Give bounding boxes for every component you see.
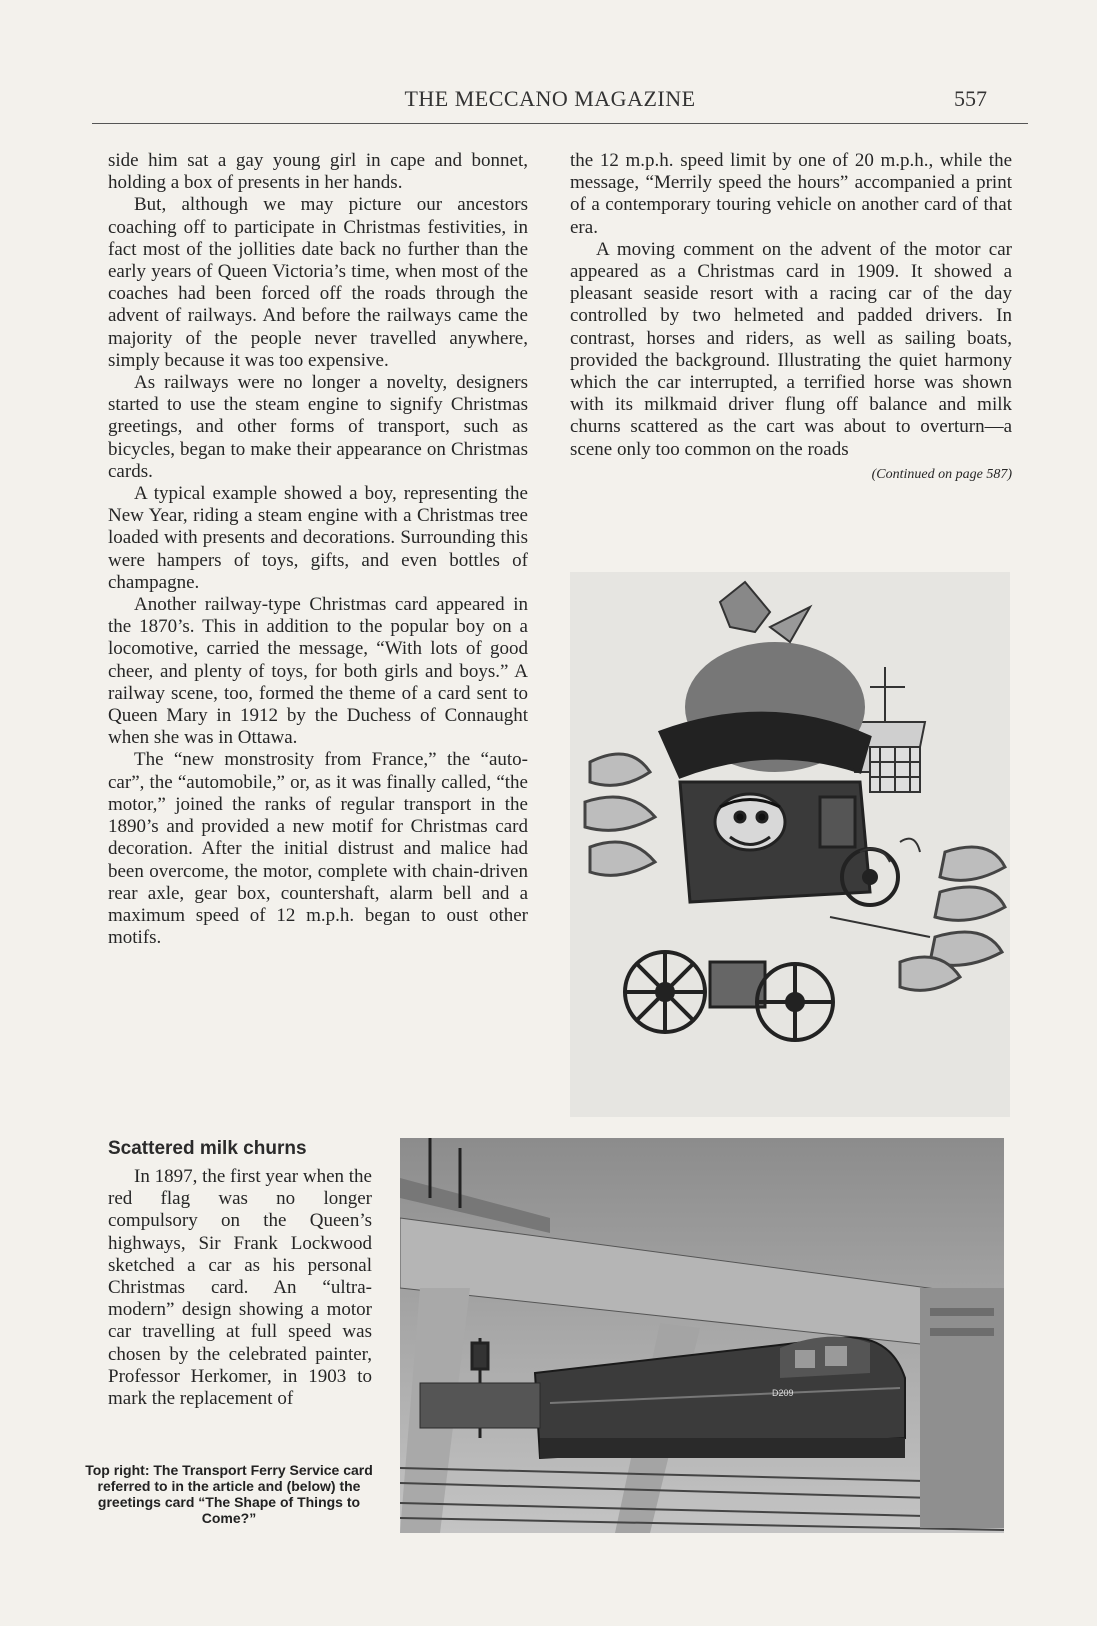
page-header: [0, 86, 1097, 120]
paragraph: In 1897, the first year when the red flag was no longer compulsory on the Queen’s highways, Sir Frank Lockwood sketched a car as his personal Christmas card. An “ultra-modern” design showing a motor car travelling at full speed was chosen by the celebrated painter, Professor Herkomer, in 1903 to mark the replacement of: [108, 1166, 372, 1410]
magazine-title: THE MECCANO MAGAZINE: [404, 86, 696, 111]
paragraph: the 12 m.p.h. speed limit by one of 20 m.p.h., while the message, “Merrily speed the hours” accompanied a print of a contemporary touring vehicle on another card of that era.: [570, 150, 1012, 238]
paragraph-text: A moving comment on the advent of the motor car appeared as a Christmas card in 1909. It showed a pleasant seaside resort with a racing car of the day controlled by two helmeted and padded drivers. In contrast, horses and riders, as well as sailing boats, provided the background. Illustrating the quiet harmony which the car interrupted, a terrified horse was shown with its milkmaid driver flung off balance and milk churns scattered as the cart was about to overturn—a scene only too common on the roads: [570, 238, 1012, 460]
paragraph: Another railway-type Christmas card appeared in the 1870’s. This in addition to the popular boy on a locomotive, carried the message, “With lots of good cheer, and plenty of toys, for both girls and boys.” A railway scene, too, formed the theme of a card sent to Queen Mary in 1912 by the Duchess of Connaught when she was in Ottawa.: [108, 594, 528, 749]
page-number: 557: [954, 86, 987, 111]
header-divider: [92, 123, 1028, 124]
section-subheading: Scattered milk churns: [108, 1138, 307, 1159]
paragraph: side him sat a gay young girl in cape and bonnet, holding a box of presents in her hands.: [108, 150, 528, 194]
right-column: [570, 150, 1012, 486]
paragraph: A typical example showed a boy, representing the New Year, riding a steam engine with a Christmas tree loaded with presents and decorations. Surrounding this were hampers of toys, gifts, and even bottles of champagne.: [108, 483, 528, 593]
ferry-card-illustration: [570, 572, 1010, 1117]
bottom-left-column: [108, 1166, 372, 1410]
paragraph: As railways were no longer a novelty, designers started to use the steam engine to signify Christmas greetings, and other forms of transport, such as bicycles, began to make their appearance on Christmas cards.: [108, 372, 528, 482]
paragraph: [570, 238, 1012, 482]
train-card-illustration: [400, 1138, 1004, 1533]
paragraph: But, although we may picture our ancestors coaching off to participate in Christmas festivities, in fact most of the jollities date back no further than the early years of Queen Victoria’s time, when most of the coaches had been forced off the roads through the advent of railways. And before the railways came the majority of the people never travelled anywhere, simply because it was too expensive.: [108, 194, 528, 371]
left-column: [108, 150, 528, 949]
paragraph: The “new monstrosity from France,” the “auto-car”, the “automobile,” or, as it was finally called, “the motor,” joined the ranks of regular transport in the 1890’s and provided a new motif for Christmas card decoration. After the initial distrust and malice had been overcome, the motor, complete with chain-driven rear axle, gear box, countershaft, alarm bell and a maximum speed of 12 m.p.h. began to oust other motifs.: [108, 749, 528, 949]
figure-caption: Top right: The Transport Ferry Service card referred to in the article and (below) the greetings card “The Shape of Things to Come?”: [85, 1462, 373, 1526]
continued-note: (Continued on page 587): [871, 466, 1012, 482]
loco-number-label: D209: [772, 1388, 794, 1398]
